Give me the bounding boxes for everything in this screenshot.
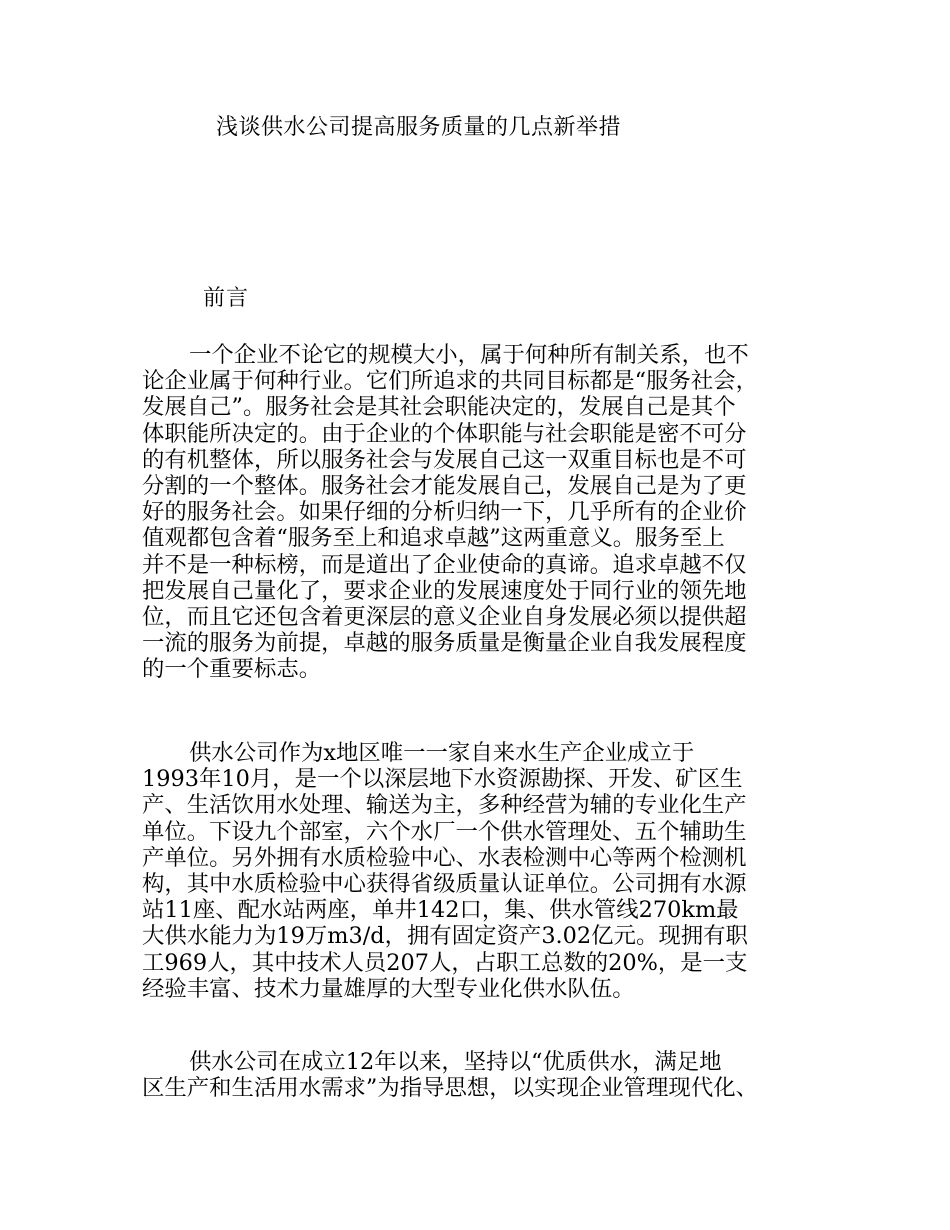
paragraph-1 bbox=[142, 342, 822, 683]
paragraph-line: 大供水能力为19万m3/d，拥有固定资产3.02亿元。现拥有职 bbox=[142, 923, 748, 950]
paragraph-line: 发展自己”。服务社会是其社会职能决定的，发展自己是其个 bbox=[142, 394, 736, 421]
paragraph-line: 体职能所决定的。由于企业的个体职能与社会职能是密不可分 bbox=[142, 420, 747, 447]
paragraph-line: 区生产和生活用水需求”为指导思想，以实现企业管理现代化、 bbox=[142, 1075, 758, 1102]
paragraph-2 bbox=[142, 740, 822, 1002]
section-heading: 前言 bbox=[203, 286, 250, 311]
paragraph-line: 的有机整体，所以服务社会与发展自己这一双重目标也是不可 bbox=[142, 446, 747, 473]
paragraph-line: 分割的一个整体。服务社会才能发展自己，发展自己是为了更 bbox=[142, 473, 747, 500]
paragraph-line: 站11座、配水站两座，单井142口，集、供水管线270km最 bbox=[142, 897, 739, 924]
paragraph-line: 供水公司作为x地区唯一一家自来水生产企业成立于 bbox=[189, 740, 695, 766]
paragraph-line: 产单位。另外拥有水质检验中心、水表检测中心等两个检测机 bbox=[142, 844, 747, 871]
paragraph-line: 并不是一种标榜，而是道出了企业使命的真谛。追求卓越不仅 bbox=[142, 551, 747, 578]
paragraph-line: 产、生活饮用水处理、输送为主，多种经营为辅的专业化生产 bbox=[142, 792, 747, 819]
paragraph-3 bbox=[142, 1049, 822, 1101]
paragraph-line: 位，而且它还包含着更深层的意义企业自身发展必须以提供超 bbox=[142, 604, 747, 631]
paragraph-line: 一个企业不论它的规模大小，属于何种所有制关系，也不 bbox=[189, 342, 749, 368]
paragraph-line: 把发展自己量化了，要求企业的发展速度处于同行业的领先地 bbox=[142, 577, 747, 604]
paragraph-line: 论企业属于何种行业。它们所追求的共同目标都是“服务社会， bbox=[142, 368, 758, 395]
paragraph-line: 经验丰富、技术力量雄厚的大型专业化供水队伍。 bbox=[142, 975, 635, 1002]
paragraph-line: 1993年10月，是一个以深层地下水资源勘探、开发、矿区生 bbox=[142, 766, 743, 793]
paragraph-line: 好的服务社会。如果仔细的分析归纳一下，几乎所有的企业价 bbox=[142, 499, 747, 526]
paragraph-line: 构，其中水质检验中心获得省级质量认证单位。公司拥有水源 bbox=[142, 871, 747, 898]
paragraph-line: 单位。下设九个部室，六个水厂一个供水管理处、五个辅助生 bbox=[142, 818, 747, 845]
paragraph-line: 一流的服务为前提，卓越的服务质量是衡量企业自我发展程度 bbox=[142, 630, 747, 657]
paragraph-line: 值观都包含着“服务至上和追求卓越”这两重意义。服务至上 bbox=[142, 525, 725, 552]
document-title: 浅谈供水公司提高服务质量的几点新举措 bbox=[216, 115, 622, 140]
paragraph-line: 的一个重要标志。 bbox=[142, 656, 322, 683]
paragraph-line: 供水公司在成立12年以来，坚持以“优质供水，满足地 bbox=[189, 1049, 722, 1075]
paragraph-line: 工969人，其中技术人员207人，占职工总数的20%，是一支 bbox=[142, 949, 748, 976]
